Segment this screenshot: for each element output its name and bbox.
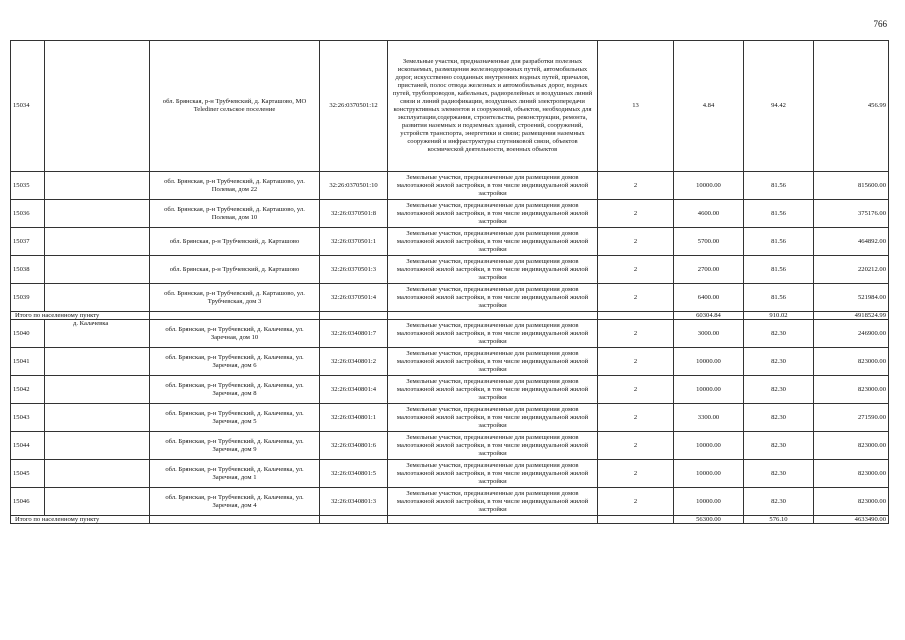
zone-cell: 2 xyxy=(598,172,674,200)
address-cell: обл. Брянская, р-н Трубчевский, д. Карташово, ул. Полевая, дом 22 xyxy=(150,172,320,200)
address-cell: обл. Брянская, р-н Трубчевский, д. Карташово, ул. Полевая, дом 10 xyxy=(150,200,320,228)
rate-cell: 94.42 xyxy=(744,41,814,172)
zone-cell: 2 xyxy=(598,404,674,432)
row-number: 15036 xyxy=(11,200,45,228)
row-number: 15038 xyxy=(11,256,45,284)
rate-cell: 81.56 xyxy=(744,284,814,312)
area-cell: 4600.00 xyxy=(674,200,744,228)
row-number: 15043 xyxy=(11,404,45,432)
cadastral-number-cell: 32:26:0370501:10 xyxy=(320,172,388,200)
locality-cell: д. Калачевка xyxy=(45,320,150,348)
empty-cell xyxy=(598,312,674,320)
empty-cell xyxy=(320,516,388,524)
cadastral-value-cell: 823000.00 xyxy=(814,348,889,376)
area-cell: 10000.00 xyxy=(674,348,744,376)
cadastral-number-cell: 32:26:0370501:12 xyxy=(320,41,388,172)
address-cell: обл. Брянская, р-н Трубчевский, д. Карташово, МО Telediner сельское поселение xyxy=(150,41,320,172)
total-row xyxy=(11,516,889,524)
rate-cell: 81.56 xyxy=(744,256,814,284)
cadastral-value-cell: 823000.00 xyxy=(814,460,889,488)
cadastral-number-cell: 32:26:0370501:4 xyxy=(320,284,388,312)
purpose-cell: Земельные участки, предназначенные для размещения домов малоэтажной жилой застройки, в том числе индивидуальной жилой застройки xyxy=(388,172,598,200)
table-row xyxy=(11,256,889,284)
cadastral-number-cell: 32:26:0370501:3 xyxy=(320,256,388,284)
empty-cell xyxy=(598,516,674,524)
address-cell: обл. Брянская, р-н Трубчевский, д. Калачевка, ул. Заречная, дом 8 xyxy=(150,376,320,404)
table-row xyxy=(11,460,889,488)
purpose-cell: Земельные участки, предназначенные для размещения домов малоэтажной жилой застройки, в том числе индивидуальной жилой застройки xyxy=(388,432,598,460)
empty-cell xyxy=(150,516,320,524)
area-cell: 2700.00 xyxy=(674,256,744,284)
zone-cell: 2 xyxy=(598,228,674,256)
total-value: 4633490.00 xyxy=(814,516,889,524)
cadastral-value-cell: 823000.00 xyxy=(814,432,889,460)
total-label: Итого по населенному пункту xyxy=(11,312,150,320)
purpose-cell: Земельные участки, предназначенные для размещения домов малоэтажной жилой застройки, в том числе индивидуальной жилой застройки xyxy=(388,256,598,284)
locality-cell xyxy=(45,432,150,460)
total-value: 4918524.99 xyxy=(814,312,889,320)
area-cell: 10000.00 xyxy=(674,376,744,404)
address-cell: обл. Брянская, р-н Трубчевский, д. Карташово xyxy=(150,256,320,284)
table-row xyxy=(11,200,889,228)
rate-cell: 81.56 xyxy=(744,228,814,256)
cadastral-number-cell: 32:26:0340801:2 xyxy=(320,348,388,376)
cadastral-value-cell: 823000.00 xyxy=(814,376,889,404)
rate-cell: 82.30 xyxy=(744,320,814,348)
locality-cell xyxy=(45,228,150,256)
empty-cell xyxy=(388,516,598,524)
locality-cell xyxy=(45,172,150,200)
table-row xyxy=(11,228,889,256)
cadastral-value-cell: 823000.00 xyxy=(814,488,889,516)
row-number: 15035 xyxy=(11,172,45,200)
rate-cell: 81.56 xyxy=(744,200,814,228)
zone-cell: 2 xyxy=(598,320,674,348)
zone-cell: 2 xyxy=(598,348,674,376)
cadastral-value-cell: 521984.00 xyxy=(814,284,889,312)
rate-cell: 82.30 xyxy=(744,488,814,516)
cadastral-number-cell: 32:26:0370501:1 xyxy=(320,228,388,256)
row-number: 15034 xyxy=(11,41,45,172)
cadastral-value-cell: 815600.00 xyxy=(814,172,889,200)
zone-cell: 2 xyxy=(598,460,674,488)
zone-cell: 2 xyxy=(598,200,674,228)
table-row xyxy=(11,488,889,516)
cadastral-number-cell: 32:26:0340801:4 xyxy=(320,376,388,404)
purpose-cell: Земельные участки, предназначенные для размещения домов малоэтажной жилой застройки, в том числе индивидуальной жилой застройки xyxy=(388,228,598,256)
total-rate: 576.10 xyxy=(744,516,814,524)
total-row xyxy=(11,312,889,320)
row-number: 15037 xyxy=(11,228,45,256)
cadastral-number-cell: 32:26:0340801:1 xyxy=(320,404,388,432)
address-cell: обл. Брянская, р-н Трубчевский, д. Калачевка, ул. Заречная, дом 9 xyxy=(150,432,320,460)
area-cell: 4.84 xyxy=(674,41,744,172)
cadastral-number-cell: 32:26:0370501:8 xyxy=(320,200,388,228)
purpose-cell: Земельные участки, предназначенные для размещения домов малоэтажной жилой застройки, в том числе индивидуальной жилой застройки xyxy=(388,404,598,432)
address-cell: обл. Брянская, р-н Трубчевский, д. Калачевка, ул. Заречная, дом 5 xyxy=(150,404,320,432)
row-number: 15042 xyxy=(11,376,45,404)
zone-cell: 2 xyxy=(598,376,674,404)
cadastral-value-cell: 246900.00 xyxy=(814,320,889,348)
total-label: Итого по населенному пункту xyxy=(11,516,150,524)
address-cell: обл. Брянская, р-н Трубчевский, д. Калачевка, ул. Заречная, дом 10 xyxy=(150,320,320,348)
area-cell: 3000.00 xyxy=(674,320,744,348)
purpose-cell: Земельные участки, предназначенные для размещения домов малоэтажной жилой застройки, в том числе индивидуальной жилой застройки xyxy=(388,488,598,516)
purpose-cell: Земельные участки, предназначенные для размещения домов малоэтажной жилой застройки, в том числе индивидуальной жилой застройки xyxy=(388,284,598,312)
address-cell: обл. Брянская, р-н Трубчевский, д. Калачевка, ул. Заречная, дом 1 xyxy=(150,460,320,488)
area-cell: 10000.00 xyxy=(674,172,744,200)
table-row xyxy=(11,348,889,376)
purpose-cell: Земельные участки, предназначенные для размещения домов малоэтажной жилой застройки, в том числе индивидуальной жилой застройки xyxy=(388,376,598,404)
cadastral-value-cell: 271590.00 xyxy=(814,404,889,432)
zone-cell: 2 xyxy=(598,432,674,460)
row-number: 15041 xyxy=(11,348,45,376)
locality-cell xyxy=(45,200,150,228)
locality-cell xyxy=(45,404,150,432)
table-row xyxy=(11,404,889,432)
rate-cell: 82.30 xyxy=(744,460,814,488)
table-row xyxy=(11,284,889,312)
row-number: 15045 xyxy=(11,460,45,488)
rate-cell: 82.30 xyxy=(744,376,814,404)
total-area: 56300.00 xyxy=(674,516,744,524)
purpose-cell: Земельные участки, предназначенные для размещения домов малоэтажной жилой застройки, в том числе индивидуальной жилой застройки xyxy=(388,320,598,348)
table-row xyxy=(11,432,889,460)
row-number: 15039 xyxy=(11,284,45,312)
zone-cell: 2 xyxy=(598,284,674,312)
empty-cell xyxy=(150,312,320,320)
row-number: 15044 xyxy=(11,432,45,460)
table-row xyxy=(11,172,889,200)
purpose-cell: Земельные участки, предназначенные для размещения домов малоэтажной жилой застройки, в том числе индивидуальной жилой застройки xyxy=(388,200,598,228)
row-number: 15046 xyxy=(11,488,45,516)
cadastral-number-cell: 32:26:0340801:7 xyxy=(320,320,388,348)
locality-cell xyxy=(45,460,150,488)
cadastral-number-cell: 32:26:0340801:5 xyxy=(320,460,388,488)
purpose-cell: Земельные участки, предназначенные для размещения домов малоэтажной жилой застройки, в том числе индивидуальной жилой застройки xyxy=(388,460,598,488)
locality-cell xyxy=(45,284,150,312)
zone-cell: 13 xyxy=(598,41,674,172)
zone-cell: 2 xyxy=(598,488,674,516)
total-rate: 910.02 xyxy=(744,312,814,320)
rate-cell: 82.30 xyxy=(744,348,814,376)
cadastral-value-cell: 456.99 xyxy=(814,41,889,172)
cadastral-value-cell: 464892.00 xyxy=(814,228,889,256)
locality-cell xyxy=(45,41,150,172)
table-row xyxy=(11,320,889,348)
locality-cell xyxy=(45,348,150,376)
table-row xyxy=(11,41,889,172)
locality-cell xyxy=(45,488,150,516)
area-cell: 10000.00 xyxy=(674,460,744,488)
area-cell: 6400.00 xyxy=(674,284,744,312)
address-cell: обл. Брянская, р-н Трубчевский, д. Карташово, ул. Трубчевская, дом 3 xyxy=(150,284,320,312)
address-cell: обл. Брянская, р-н Трубчевский, д. Карташово xyxy=(150,228,320,256)
cadastral-number-cell: 32:26:0340801:6 xyxy=(320,432,388,460)
cadastral-value-cell: 220212.00 xyxy=(814,256,889,284)
page-number: 766 xyxy=(873,19,887,29)
locality-cell xyxy=(45,376,150,404)
empty-cell xyxy=(320,312,388,320)
table-row xyxy=(11,376,889,404)
land-cadastral-table xyxy=(10,40,889,524)
rate-cell: 81.56 xyxy=(744,172,814,200)
purpose-cell: Земельные участки, предназначенные для размещения домов малоэтажной жилой застройки, в том числе индивидуальной жилой застройки xyxy=(388,348,598,376)
row-number: 15040 xyxy=(11,320,45,348)
locality-cell xyxy=(45,256,150,284)
rate-cell: 82.30 xyxy=(744,432,814,460)
area-cell: 10000.00 xyxy=(674,432,744,460)
address-cell: обл. Брянская, р-н Трубчевский, д. Калачевка, ул. Заречная, дом 6 xyxy=(150,348,320,376)
area-cell: 5700.00 xyxy=(674,228,744,256)
rate-cell: 82.30 xyxy=(744,404,814,432)
address-cell: обл. Брянская, р-н Трубчевский, д. Калачевка, ул. Заречная, дом 4 xyxy=(150,488,320,516)
cadastral-number-cell: 32:26:0340801:3 xyxy=(320,488,388,516)
purpose-cell: Земельные участки, предназначенные для разработки полезных ископаемых, размещения железнодорожных путей, автомобильных дорог, искусственно созданных внутренних водных путей, причалов, пристаней, полос отвода железных и автомобильных дорог, водных путей, трубопроводов, кабельных, радиорелейных и воздушных линий связи и линий радиофикации, воздушных линий электропередачи конструктивных элементов и сооружений, объектов, необходимых для эксплуатации,содержания, строительства, реконструкции, ремонта, развития наземных и подземных зданий, строений, сооружений, устройств транспорта, энергетики и связи; размещения наземных сооружений и инфраструктуры спутниковой связи, объектов космической деятельности, военных объектов xyxy=(388,41,598,172)
zone-cell: 2 xyxy=(598,256,674,284)
total-area: 60304.84 xyxy=(674,312,744,320)
cadastral-value-cell: 375176.00 xyxy=(814,200,889,228)
area-cell: 3300.00 xyxy=(674,404,744,432)
area-cell: 10000.00 xyxy=(674,488,744,516)
empty-cell xyxy=(388,312,598,320)
